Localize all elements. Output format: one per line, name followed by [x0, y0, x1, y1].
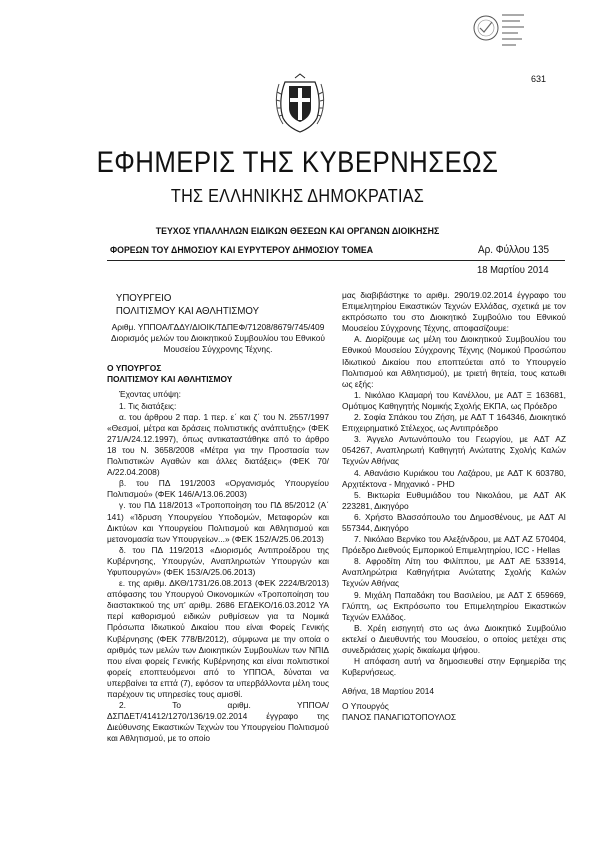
page-number: 631 [531, 74, 547, 84]
preamble-intro: Έχοντας υπόψη: [119, 389, 181, 400]
preamble-item-2: 2. Το αριθμ. ΥΠΠΟΑ/ΔΣΠΔΕΤ/41412/1270/136/19.02.2014 έγγραφο της Διεύθυνσης Εικαστικών Τεχνών του Υπουργείου Πολιτισμού και Αθλητισμού, με το οποίο [107, 700, 329, 744]
gazette-subtitle: ΤΗΣ ΕΛΛΗΝΙΚΗΣ ΔΗΜΟΚΡΑΤΙΑΣ [170, 186, 425, 206]
member-7: 7. Νικόλαο Βερνίκο του Αλεξάνδρου, με ΑΔΤ ΑΖ 570404, Πρόεδρο Διεθνούς Εμπορικού Επιμελητηρίου, ICC - Hellas [342, 534, 566, 556]
preamble-item-1b: β. του ΠΔ 191/2003 «Οργανισμός Υπουργείου Πολιτισμού» (ΦΕΚ 146/Α/13.06.2003) [107, 478, 329, 500]
member-1: 1. Νικόλαο Κλαμαρή του Κανέλλου, με ΑΔΤ Ξ 163681, Ομότιμος Καθηγητής Νομικής Σχολής ΕΚΠΑ, ως Πρόεδρο [342, 389, 566, 411]
article-a: Α. Διορίζουμε ως μέλη του Διοικητικού Συμβουλίου του Εθνικού Μουσείου Σύγχρονης Τέχνης (Νομικού Προσώπου Ιδιωτικού Δικαίου που εποπτεύεται από το Υπουργείο Πολιτισμού και Αθλητισμού), με τριετή θητεία, τους κατωθι ως εξής: [342, 334, 566, 389]
preamble-item-1e: ε. της αριθμ. ΔΚΘ/1731/26.08.2013 (ΦΕΚ 2224/Β/2013) απόφασης του Υπουργού Οικονομικών «Τροποποίηση του διαστακτικού της υπ’ αριθμ. 2686 ΕΓΔΕΚΟ/16.03.2012 ΥΑ περί καθορισμού ειδικών ρυθμίσεων για τα Νομικά Πρόσωπα Ιδιωτικού Δικαίου που είναι Φορείς Γενικής Κυβέρνησης (ΦΕΚ 778/Β/2012), σύμφωνα με την οποία ο αριθμός των μελών των Διοικητικών Συμβουλίων των ΝΠΙΔ που είναι φορείς Γενικής Κυβέρνησης και είναι πολιτιστικοί φορείς εποπτευόμενοι από το ΥΠΠΟΑ, δύναται να υπερβαίνει τα επτά (7), εφόσον τα υπερβάλλοντα μέλη τους παρέχουν τις υπηρεσίες τους αμισθί. [107, 578, 329, 699]
ministry-line-1: ΥΠΟΥΡΓΕΙΟ [115, 292, 172, 304]
place-date: Αθήνα, 18 Μαρτίου 2014 [342, 686, 435, 697]
member-5: 5. Βικτωρία Ευθυμιάδου του Νικολάου, με ΑΔΤ ΑΚ 223281, Δικηγόρο [342, 489, 566, 511]
minister-line-2: ΠΟΛΙΤΙΣΜΟΥ ΚΑΙ ΑΘΛΗΤΙΣΜΟΥ [107, 374, 233, 385]
preamble-item-2-continued: μας διαβιβάστηκε το αριθμ. 290/19.02.2014 έγγραφο του Επιμελητηρίου Εικαστικών Τεχνών Ελλάδας, σχετικά με τον εκπρόσωπο του στο Διοικητικό Συμβούλιο του Εθνικού Μουσείου Σύγχρονης Τέχνης, αποφασίζουμε: [342, 290, 566, 334]
ministry-line-2: ΠΟΛΙΤΙΣΜΟΥ ΚΑΙ ΑΘΛΗΤΙΣΜΟΥ [115, 305, 260, 317]
issue-date: 18 Μαρτίου 2014 [477, 264, 549, 276]
publication-order: Η απόφαση αυτή να δημοσιευθεί στην Εφημερίδα της Κυβερνήσεως. [342, 656, 566, 678]
digital-signature-seal-icon [472, 6, 528, 58]
member-2: 2. Σοφία Σπάκου του Ζήση, με ΑΔΤ Τ 164346, Διοικητικό Επιχειρηματικό Στέλεχος, ως Αντιπρόεδρο [342, 412, 566, 434]
member-4: 4. Αθανάσιο Κυριάκου του Λαζάρου, με ΑΔΤ Κ 603780, Αρχιτέκτονα - Μηχανικό - PHD [342, 467, 566, 489]
preamble-item-1: 1. Τις διατάξεις: [119, 400, 177, 411]
header-divider [107, 260, 565, 261]
left-column [107, 292, 329, 744]
sheet-number: Αρ. Φύλλου 135 [478, 244, 549, 256]
member-3: 3. Άγγελο Αντωνόπουλο του Γεωργίου, με ΑΔΤ ΑΖ 054267, Αναπληρωτή Καθηγητή Ανώτατης Σχολής Καλών Τεχνών Αθήνας [342, 434, 566, 467]
member-8: 8. Αφροδίτη Λίτη του Φιλίππου, με ΑΔΤ ΑΕ 533914, Αναπληρώτρια Καθηγήτρια Ανώτατης Σχολής Καλών Τεχνών Αθήνας [342, 556, 566, 589]
decision-subject: Διορισμός μελών του Διοικητικού Συμβουλίου του Εθνικού Μουσείου Σύγχρονης Τέχνης. [111, 333, 325, 355]
signatory-role: Ο Υπουργός [342, 701, 389, 712]
right-column [342, 290, 566, 724]
preamble-item-1c: γ. του ΠΔ 118/2013 «Τροποποίηση του ΠΔ 85/2012 (Α΄ 141) «Ίδρυση Υπουργείου Υποδομών, Μεταφορών και Δικτύων και Υπουργείου Πολιτισμού και Αθλητισμού και μετονομασία των Υπουργείων...» (ΦΕΚ 152/Α/25.06.2013) [107, 500, 329, 544]
series-line-1: ΤΕΥΧΟΣ ΥΠΑΛΛΗΛΩΝ ΕΙΔΙΚΩΝ ΘΕΣΕΩΝ ΚΑΙ ΟΡΓΑΝΩΝ ΔΙΟΙΚΗΣΗΣ [155, 226, 440, 237]
greek-coat-of-arms-icon [271, 72, 329, 136]
article-b: Β. Χρέη εισηγητή στο ως άνω Διοικητικό Συμβούλιο εκτελεί ο Διευθυντής του Μουσείου, ο οποίος μετέχει στις συνεδριάσεις χωρίς δικαίωμα ψήφου. [342, 622, 566, 655]
preamble-item-1d: δ. του ΠΔ 119/2013 «Διορισμός Αντιπροέδρου της Κυβέρνησης, Υπουργών, Αναπληρωτών Υπουργών και Υφυπουργών» (ΦΕΚ 153/Α/25.06.2013) [107, 544, 329, 577]
minister-line-1: Ο ΥΠΟΥΡΓΟΣ [107, 363, 162, 374]
gazette-title: ΕΦΗΜΕΡΙΣ ΤΗΣ ΚΥΒΕΡΝΗΣΕΩΣ [96, 146, 499, 179]
signatory-name: ΠΑΝΟΣ ΠΑΝΑΓΙΩΤΟΠΟΥΛΟΣ [342, 712, 457, 723]
series-line-2: ΦΟΡΕΩΝ ΤΟΥ ΔΗΜΟΣΙΟΥ ΚΑΙ ΕΥΡΥΤΕΡΟΥ ΔΗΜΟΣΙΟΥ ΤΟΜΕΑ [110, 245, 374, 256]
member-6: 6. Χρήστο Βλασσόπουλο του Δημοσθένους, με ΑΔΤ ΑΙ 557344, Δικηγόρο [342, 511, 566, 533]
preamble-item-1a: α. του άρθρου 2 παρ. 1 περ. ε΄ και ζ΄ του Ν. 2557/1997 «Θεσμοί, μέτρα και δράσεις πολιτιστικής ανάπτυξης» (ΦΕΚ 271/Α/24.12.1997), όπως αντικαταστάθηκε από το άρθρο 18 του Ν. 3658/2008 «Μέτρα για την Προστασία των Πολιτιστικών Αγαθών και άλλες διατάξεις» (ΦΕΚ 70/Α/22.04.2008) [107, 411, 329, 478]
decision-reference: Αριθμ. ΥΠΠΟΑ/ΓΔΔΥ/ΔΙΟΙΚ/ΤΔΠΕΦ/71208/8679/745/409 [111, 322, 325, 332]
member-9: 9. Μιχάλη Παπαδάκη του Βασιλείου, με ΑΔΤ Σ 659669, Γλύπτη, ως Εκπρόσωπο του Επιμελητηρίου Εικαστικών Τεχνών Ελλάδος. [342, 589, 566, 622]
